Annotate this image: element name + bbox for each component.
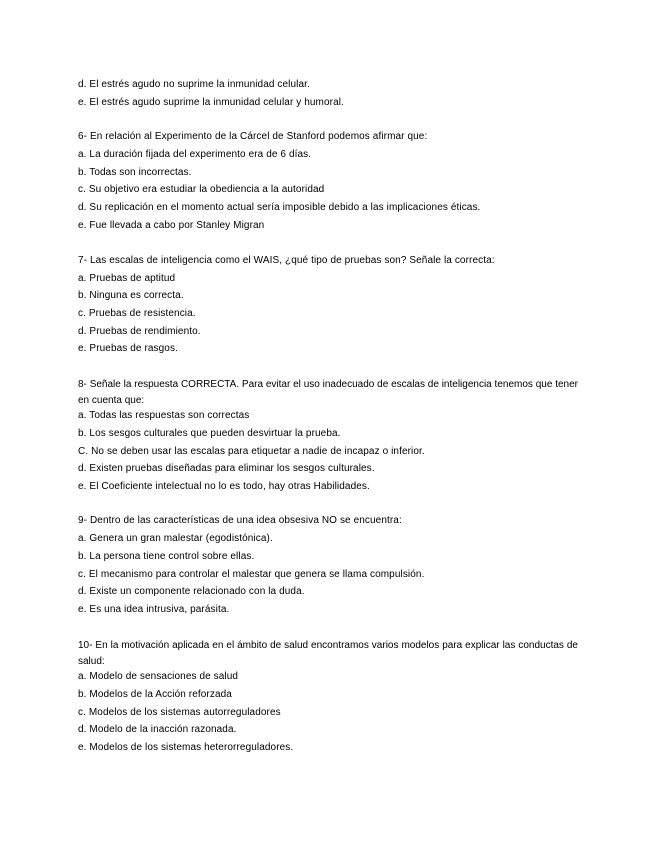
question-title: 10- En la motivación aplicada en el ámbito de salud encontramos varios modelos para explicar las conductas de salud:	[78, 640, 578, 667]
answer-option: d. Su replicación en el momento actual sería imposible debido a las implicaciones éticas.	[78, 202, 481, 213]
answer-option: d. Existe un componente relacionado con la duda.	[78, 586, 305, 597]
answer-option: c. El mecanismo para controlar el malestar que genera se llama compulsión.	[78, 569, 425, 580]
answer-option: c. Modelos de los sistemas autorreguladores	[78, 707, 281, 718]
answer-option: a. La duración fijada del experimento era de 6 días.	[78, 149, 312, 160]
answer-option: e. Pruebas de rasgos.	[78, 343, 178, 354]
answer-option: e. El Coeficiente intelectual no lo es todo, hay otras Habilidades.	[78, 481, 370, 492]
answer-option: e. Modelos de los sistemas heterorreguladores.	[78, 742, 294, 753]
answer-option: a. Pruebas de aptitud	[78, 273, 176, 284]
answer-option: e. El estrés agudo suprime la inmunidad celular y humoral.	[78, 97, 344, 108]
question-title: 9- Dentro de las características de una idea obsesiva NO se encuentra:	[78, 515, 402, 526]
answer-option: b. La persona tiene control sobre ellas.	[78, 551, 255, 562]
answer-option: c. Pruebas de resistencia.	[78, 308, 196, 319]
answer-option: d. Modelo de la inacción razonada.	[78, 724, 237, 735]
answer-option: e. Fue llevada a cabo por Stanley Migran	[78, 220, 265, 231]
question-title: 7- Las escalas de inteligencia como el WAIS, ¿qué tipo de pruebas son? Señale la correcta:	[78, 255, 495, 266]
answer-option: b. Los sesgos culturales que pueden desvirtuar la prueba.	[78, 428, 341, 439]
answer-option: b. Ninguna es correcta.	[78, 290, 184, 301]
answer-option: a. Genera un gran malestar (egodistónica).	[78, 533, 273, 544]
answer-option: b. Todas son incorrectas.	[78, 167, 192, 178]
question-title: 6- En relación al Experimento de la Cárcel de Stanford podemos afirmar que:	[78, 131, 428, 142]
answer-option: a. Modelo de sensaciones de salud	[78, 671, 239, 682]
answer-option: d. Existen pruebas diseñadas para eliminar los sesgos culturales.	[78, 463, 375, 474]
answer-option: b. Modelos de la Acción reforzada	[78, 689, 232, 700]
answer-option: e. Es una idea intrusiva, parásita.	[78, 604, 230, 615]
answer-option: d. El estrés agudo no suprime la inmunidad celular.	[78, 79, 310, 90]
answer-option: d. Pruebas de rendimiento.	[78, 326, 201, 337]
answer-option: a. Todas las respuestas son correctas	[78, 410, 250, 421]
answer-option: C. No se deben usar las escalas para etiquetar a nadie de incapaz o inferior.	[78, 446, 425, 457]
answer-option: c. Su objetivo era estudiar la obediencia a la autoridad	[78, 184, 325, 195]
question-title: 8- Señale la respuesta CORRECTA. Para evitar el uso inadecuado de escalas de inteligencia tenemos que tener en cuenta que:	[78, 379, 578, 406]
